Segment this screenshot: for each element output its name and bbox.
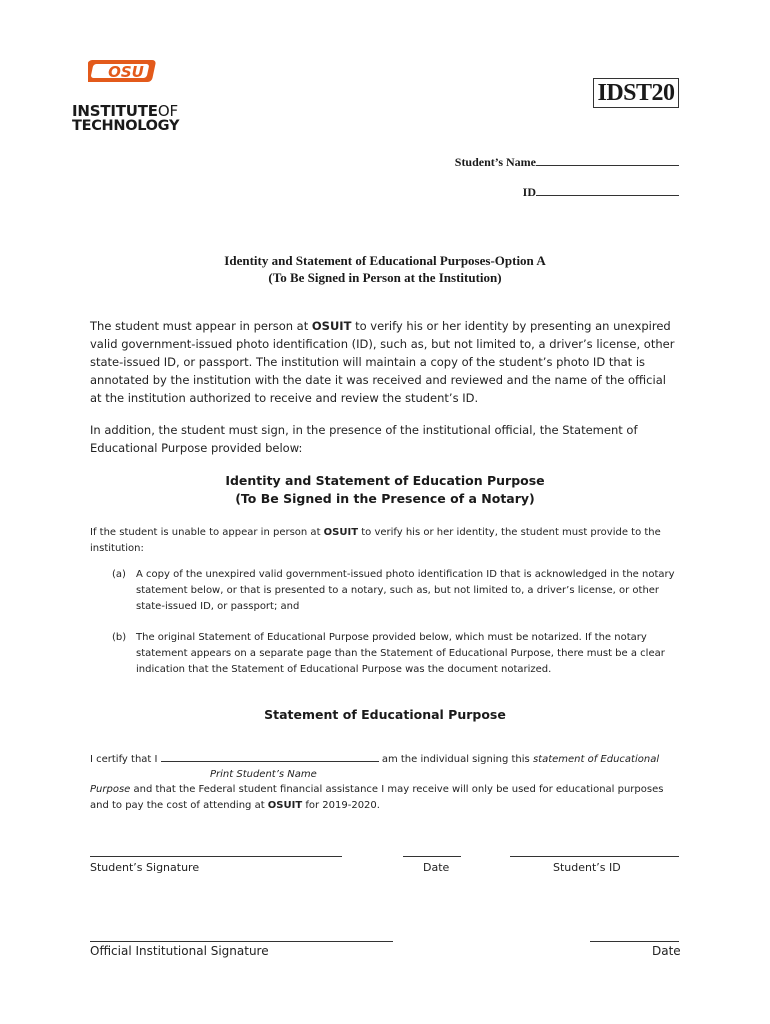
student-name-blank[interactable] [536,153,679,166]
svg-text:OSU: OSU [108,63,144,81]
page-title: Identity and Statement of Educational Purposes-Option A [224,253,546,268]
osu-logo [88,52,160,88]
certify-line-2: Purpose and that the Federal student financial assistance I may receive will only be used for educational purposes [90,784,664,795]
option-a-paragraph: The student must appear in person at OSUIT to verify his or her identity by presenting an unexpired valid government-issued photo identification (ID), such as, but not limited to, a driver’s license, other state-issued ID, or passport. The institution will maintain a copy of the student’s photo ID that is annotated by the institution with the date it was received and reviewed and the name of the official at the institution authorized to receive and review the student’s ID. [90,319,675,405]
logo-technology-text: TECHNOLOGY [72,118,180,134]
logo-institute-text: INSTITUTEOF [72,102,178,120]
student-name-field[interactable]: Student’s Name [455,153,679,170]
form-code-box: IDST20 [593,78,679,108]
list-item: (a) A copy of the unexpired valid government-issued photo identification ID that is acknowledged in the notary statement below, or that is presented to a notary, such as, but not limited to, a driver’s license, or other state-issued ID, or passport; and [112,569,675,612]
option-a-paragraph-2: In addition, the student must sign, in the presence of the institutional official, the Statement of Educational Purpose provided below: [90,423,638,455]
student-id-label: Student’s ID [553,861,621,874]
date-label: Date [423,861,450,874]
notary-heading: Identity and Statement of Education Purpose [225,473,545,488]
certify-line-3: and to pay the cost of attending at OSUIT for 2019-2020. [90,800,380,811]
official-date-label: Date [652,944,681,958]
list-item: (b) The original Statement of Educational Purpose provided below, which must be notarized. If the notary statement appears on a separate page than the Statement of Educational Purpose, there must be a clear indication that the Statement of Educational Purpose was the document notarized. [112,632,665,675]
print-name-label: Print Student’s Name [210,769,317,780]
student-id-line[interactable] [510,856,679,857]
date-line[interactable] [403,856,461,857]
student-signature-line[interactable] [90,856,342,857]
id-field[interactable]: ID [523,183,679,200]
page-subtitle: (To Be Signed in Person at the Institution) [268,270,502,285]
notary-intro: If the student is unable to appear in person at OSUIT to verify his or her identity, the student must provide to the institution: [90,527,661,554]
certify-line: I certify that I am the individual signing this statement of Educational [90,751,690,768]
official-signature-line[interactable] [90,941,393,942]
id-blank[interactable] [536,183,679,196]
official-date-line[interactable] [590,941,679,942]
notary-subheading: (To Be Signed in the Presence of a Notary) [235,491,535,506]
official-signature-label: Official Institutional Signature [90,944,269,958]
print-name-blank[interactable] [161,751,379,762]
statement-heading: Statement of Educational Purpose [264,707,506,722]
student-signature-label: Student’s Signature [90,861,200,874]
